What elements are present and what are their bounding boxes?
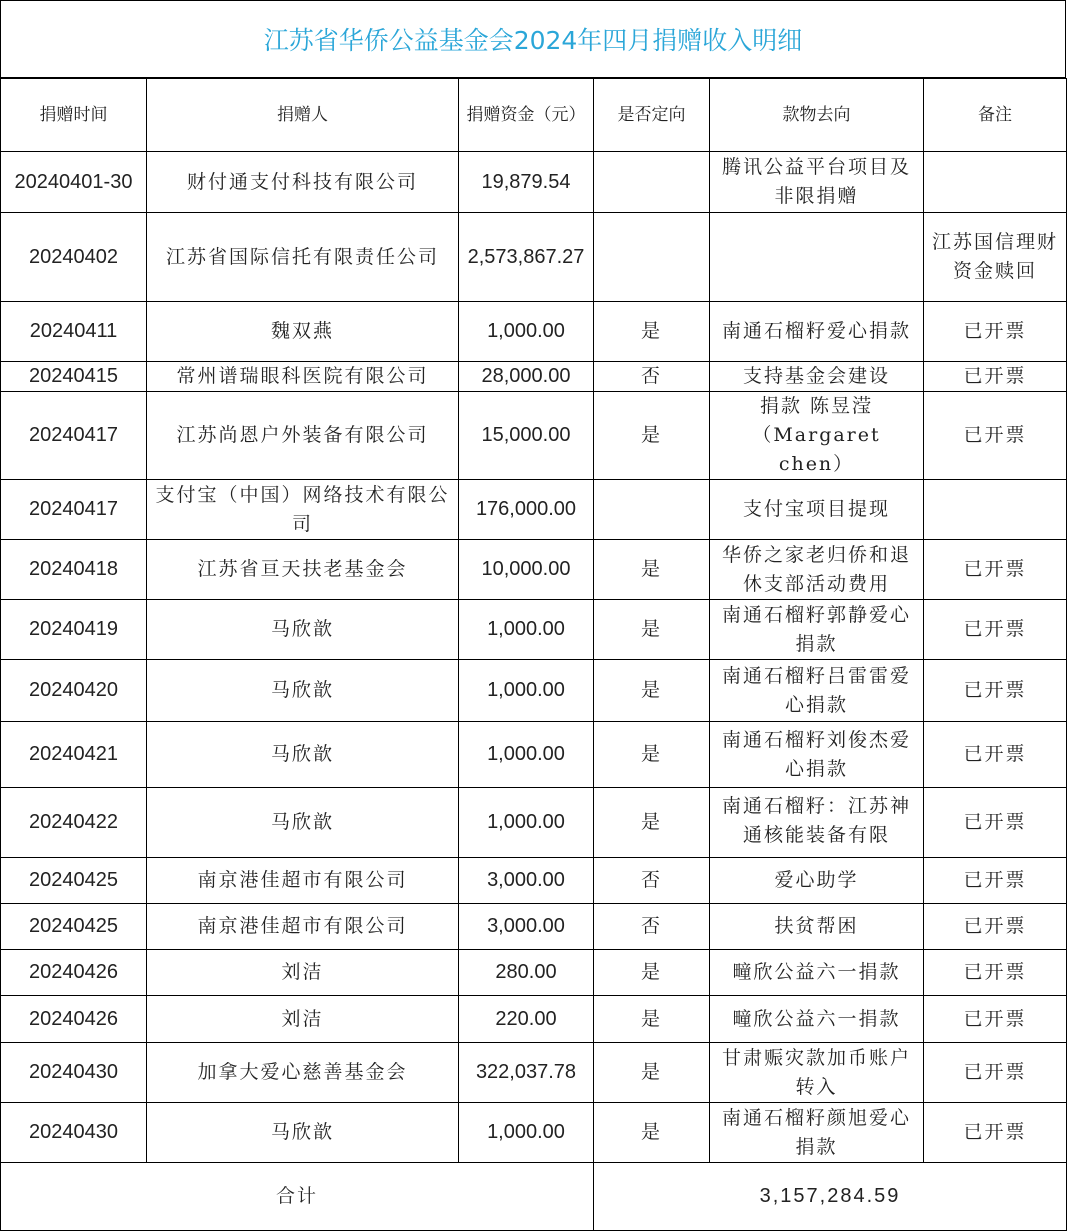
cell-amount: 10,000.00 <box>459 540 594 600</box>
cell-note: 已开票 <box>924 788 1067 858</box>
cell-directed: 否 <box>594 362 710 392</box>
table-row <box>1 152 1067 213</box>
cell-purpose: 疃欣公益六一捐款 <box>710 950 924 996</box>
cell-purpose: 支付宝项目提现 <box>710 480 924 540</box>
cell-directed <box>594 213 710 302</box>
cell-donor: 刘洁 <box>147 950 459 996</box>
cell-purpose: 支持基金会建设 <box>710 362 924 392</box>
cell-note: 已开票 <box>924 540 1067 600</box>
cell-donor: 魏双燕 <box>147 302 459 362</box>
table-row <box>1 788 1067 858</box>
cell-date: 20240401-30 <box>1 152 147 213</box>
table-row <box>1 904 1067 950</box>
cell-note: 已开票 <box>924 996 1067 1043</box>
table-row <box>1 480 1067 540</box>
cell-purpose: 腾讯公益平台项目及非限捐赠 <box>710 152 924 213</box>
donation-table <box>0 78 1067 1231</box>
cell-donor: 支付宝（中国）网络技术有限公司 <box>147 480 459 540</box>
cell-date: 20240415 <box>1 362 147 392</box>
cell-donor: 马欣歆 <box>147 1103 459 1163</box>
table-row <box>1 996 1067 1043</box>
cell-purpose-text: 南通石榴籽：江苏神通核能装备有限 <box>721 795 911 846</box>
cell-directed: 否 <box>594 858 710 904</box>
cell-directed <box>594 152 710 213</box>
header-directed: 是否定向 <box>594 79 710 152</box>
cell-donor: 财付通支付科技有限公司 <box>147 152 459 213</box>
table-row <box>1 722 1067 788</box>
total-label: 合计 <box>1 1163 594 1231</box>
cell-purpose <box>710 213 924 302</box>
cell-donor: 江苏省亘天扶老基金会 <box>147 540 459 600</box>
cell-date: 20240426 <box>1 950 147 996</box>
cell-date: 20240419 <box>1 600 147 660</box>
cell-amount: 322,037.78 <box>459 1043 594 1103</box>
cell-directed: 否 <box>594 904 710 950</box>
table-row <box>1 362 1067 392</box>
cell-amount: 3,000.00 <box>459 858 594 904</box>
cell-amount: 19,879.54 <box>459 152 594 213</box>
cell-donor: 南京港佳超市有限公司 <box>147 904 459 950</box>
cell-purpose: 扶贫帮困 <box>710 904 924 950</box>
cell-amount: 176,000.00 <box>459 480 594 540</box>
cell-donor: 马欣歆 <box>147 660 459 722</box>
cell-note: 已开票 <box>924 362 1067 392</box>
cell-note: 已开票 <box>924 722 1067 788</box>
table-row <box>1 600 1067 660</box>
cell-note: 已开票 <box>924 302 1067 362</box>
cell-purpose: 南通石榴籽爱心捐款 <box>710 302 924 362</box>
cell-purpose: 华侨之家老归侨和退休支部活动费用 <box>710 540 924 600</box>
cell-amount: 1,000.00 <box>459 660 594 722</box>
cell-directed: 是 <box>594 600 710 660</box>
cell-purpose: 疃欣公益六一捐款 <box>710 996 924 1043</box>
cell-date: 20240422 <box>1 788 147 858</box>
cell-date: 20240417 <box>1 480 147 540</box>
cell-directed: 是 <box>594 392 710 480</box>
cell-purpose: 南通石榴籽刘俊杰爱心捐款 <box>710 722 924 788</box>
cell-directed: 是 <box>594 540 710 600</box>
cell-directed: 是 <box>594 1043 710 1103</box>
cell-date: 20240430 <box>1 1043 147 1103</box>
cell-directed: 是 <box>594 1103 710 1163</box>
cell-amount: 3,000.00 <box>459 904 594 950</box>
table-row <box>1 660 1067 722</box>
table-row <box>1 540 1067 600</box>
cell-date: 20240426 <box>1 996 147 1043</box>
cell-directed <box>594 480 710 540</box>
cell-note: 已开票 <box>924 1043 1067 1103</box>
cell-donor: 常州谱瑞眼科医院有限公司 <box>147 362 459 392</box>
total-value: 3,157,284.59 <box>594 1163 1067 1231</box>
cell-donor: 马欣歆 <box>147 788 459 858</box>
cell-directed: 是 <box>594 996 710 1043</box>
header-donor: 捐赠人 <box>147 79 459 152</box>
table-row <box>1 392 1067 480</box>
cell-date: 20240411 <box>1 302 147 362</box>
cell-purpose <box>710 788 924 858</box>
cell-purpose: 南通石榴籽颜旭爱心捐款 <box>710 1103 924 1163</box>
header-note: 备注 <box>924 79 1067 152</box>
header-date: 捐赠时间 <box>1 79 147 152</box>
cell-directed: 是 <box>594 722 710 788</box>
cell-purpose: 甘肃赈灾款加币账户转入 <box>710 1043 924 1103</box>
cell-donor: 马欣歆 <box>147 722 459 788</box>
table-row <box>1 1103 1067 1163</box>
cell-date: 20240418 <box>1 540 147 600</box>
cell-date: 20240425 <box>1 904 147 950</box>
cell-date: 20240425 <box>1 858 147 904</box>
cell-purpose: 爱心助学 <box>710 858 924 904</box>
cell-amount: 280.00 <box>459 950 594 996</box>
cell-amount: 1,000.00 <box>459 600 594 660</box>
table-row <box>1 858 1067 904</box>
cell-donor: 刘洁 <box>147 996 459 1043</box>
cell-note: 已开票 <box>924 950 1067 996</box>
page-title: 江苏省华侨公益基金会2024年四月捐赠收入明细 <box>0 0 1066 78</box>
cell-date: 20240402 <box>1 213 147 302</box>
cell-note: 已开票 <box>924 600 1067 660</box>
total-row <box>1 1163 1067 1231</box>
cell-note: 已开票 <box>924 660 1067 722</box>
table-row <box>1 950 1067 996</box>
table-row <box>1 1043 1067 1103</box>
cell-note: 已开票 <box>924 858 1067 904</box>
cell-note: 江苏国信理财 资金赎回 <box>924 213 1067 302</box>
cell-note: 已开票 <box>924 904 1067 950</box>
cell-donor: 江苏尚恩户外装备有限公司 <box>147 392 459 480</box>
cell-note <box>924 480 1067 540</box>
table-body <box>1 152 1067 1163</box>
cell-directed: 是 <box>594 660 710 722</box>
cell-note <box>924 152 1067 213</box>
cell-purpose: 捐款 陈昱滢（Margaret chen） <box>710 392 924 480</box>
cell-purpose: 南通石榴籽郭静爱心捐款 <box>710 600 924 660</box>
cell-donor: 马欣歆 <box>147 600 459 660</box>
cell-amount: 1,000.00 <box>459 302 594 362</box>
header-amount: 捐赠资金（元） <box>459 79 594 152</box>
cell-date: 20240420 <box>1 660 147 722</box>
cell-amount: 1,000.00 <box>459 1103 594 1163</box>
cell-directed: 是 <box>594 950 710 996</box>
cell-amount: 220.00 <box>459 996 594 1043</box>
cell-date: 20240430 <box>1 1103 147 1163</box>
header-purpose: 款物去向 <box>710 79 924 152</box>
cell-amount: 2,573,867.27 <box>459 213 594 302</box>
cell-amount: 28,000.00 <box>459 362 594 392</box>
cell-donor: 江苏省国际信托有限责任公司 <box>147 213 459 302</box>
table-row <box>1 213 1067 302</box>
cell-donor: 南京港佳超市有限公司 <box>147 858 459 904</box>
cell-amount: 1,000.00 <box>459 788 594 858</box>
cell-donor: 加拿大爱心慈善基金会 <box>147 1043 459 1103</box>
cell-directed: 是 <box>594 302 710 362</box>
table-row <box>1 302 1067 362</box>
cell-directed: 是 <box>594 788 710 858</box>
header-row <box>1 79 1067 152</box>
cell-amount: 1,000.00 <box>459 722 594 788</box>
cell-note: 已开票 <box>924 1103 1067 1163</box>
cell-amount: 15,000.00 <box>459 392 594 480</box>
cell-note: 已开票 <box>924 392 1067 480</box>
cell-date: 20240421 <box>1 722 147 788</box>
cell-date: 20240417 <box>1 392 147 480</box>
cell-purpose: 南通石榴籽吕雷雷爱心捐款 <box>710 660 924 722</box>
